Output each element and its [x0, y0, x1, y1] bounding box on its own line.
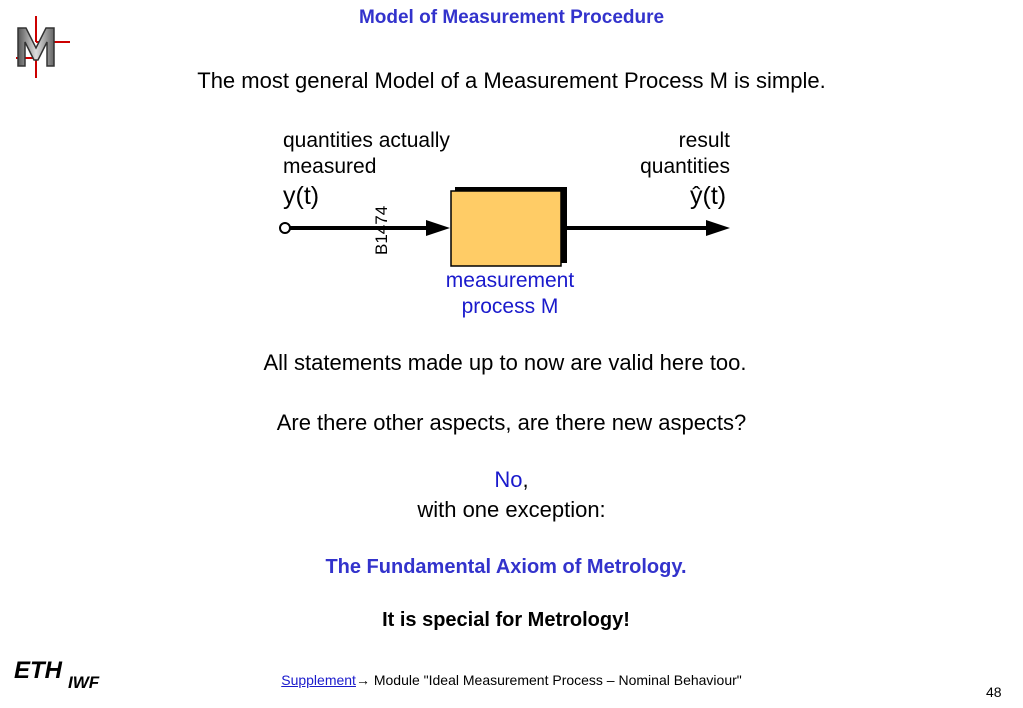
slide-title: Model of Measurement Procedure — [358, 7, 665, 28]
input-node-circle — [280, 223, 290, 233]
output-symbol: ŷ(t) — [690, 182, 727, 210]
process-label-line1: measurement — [445, 269, 575, 292]
input-symbol: y(t) — [283, 182, 320, 210]
exception-text: with one exception: — [417, 497, 606, 522]
statement-1: All statements made up to now are valid here too. — [263, 350, 747, 375]
process-label-line2: process M — [461, 295, 559, 318]
input-quantities-label — [283, 128, 450, 180]
output-arrow-head — [706, 220, 730, 236]
statement-2: Are there other aspects, are there new aspects? — [276, 410, 747, 435]
process-box — [451, 191, 561, 266]
output-label-line1: result — [678, 129, 730, 152]
answer-punct: , — [522, 467, 529, 492]
eth-text: ETH — [14, 657, 62, 684]
axiom-heading: The Fundamental Axiom of Metrology. — [325, 556, 687, 578]
iwf-text: IWF — [68, 673, 100, 692]
output-quantities-label — [600, 128, 730, 180]
output-label-line2: quantities — [640, 155, 730, 178]
footer-arrow: → — [355, 672, 370, 688]
supplement-link[interactable]: Supplement — [281, 672, 356, 688]
answer-no: No — [494, 467, 523, 492]
page-number: 48 — [986, 684, 1002, 700]
answer-line — [0, 467, 1023, 493]
figure-code: B1474 — [372, 205, 391, 255]
intro-text: The most general Model of a Measurement Process M is simple. — [197, 68, 826, 93]
input-label-line2: measured — [283, 155, 377, 178]
process-label — [420, 268, 600, 320]
input-label-line1: quantities actually — [283, 129, 450, 152]
input-arrow-head — [426, 220, 450, 236]
special-note: It is special for Metrology! — [382, 609, 630, 631]
footer-note — [0, 672, 1023, 688]
footer-module-text: Module "Ideal Measurement Process – Nominal Behaviour" — [369, 672, 742, 688]
